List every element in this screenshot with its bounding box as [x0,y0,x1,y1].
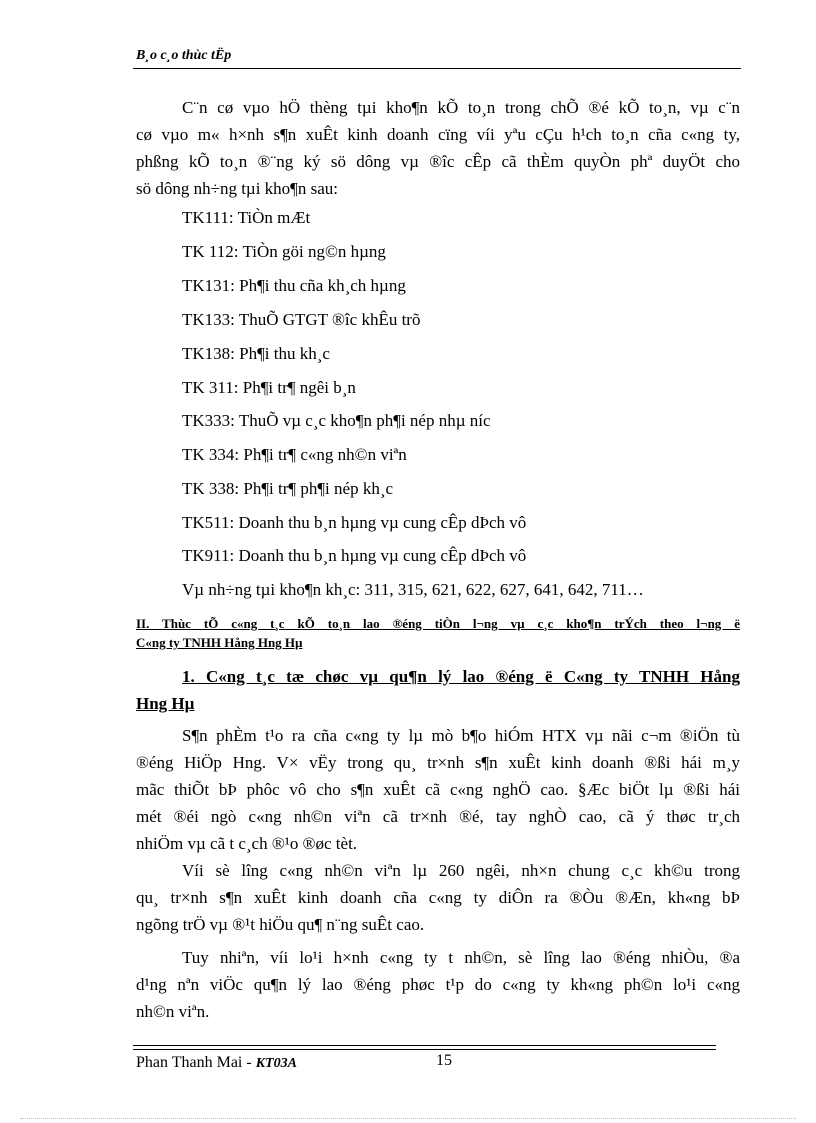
intro-paragraph [136,94,740,202]
paragraph-line: cø vµo m« h×nh s¶n xuÊt kinh doanh cïng víi yªu cÇu h¹ch to¸n cña c«ng ty, [136,125,740,144]
paragraph-line: qu¸ tr×nh s¶n xuÊt kinh doanh cña c«ng ty diÔn ra ®Òu ®Æn, kh«ng bÞ [136,888,740,907]
paragraph-line: Víi sè lîng c«ng nh©n viªn lµ 260 ngêi, nh×n chung c¸c kh©u trong [182,861,740,880]
running-head: B¸o c¸o thùc tËp [136,48,232,63]
account-item: TK111: TiÒn mÆt [182,208,311,227]
paragraph-line: mãc thiÕt bÞ phôc vô cho s¶n xuÊt cã c«ng nghÖ cao. §Æc biÖt lµ ®ßi hái [136,780,740,799]
author-name: Phan Thanh Mai - [136,1054,256,1071]
paragraph-line: Tuy nhiªn, víi lo¹i h×nh c«ng ty t nh©n, sè lîng lao ®éng nhiÒu, ®a [182,948,740,967]
paragraph-line: sö dông nh÷ng tµi kho¶n sau: [136,179,339,198]
footer-rule [133,1045,716,1046]
page-number: 15 [436,1052,452,1069]
paragraph-line: ngõng trÖ vµ ®¹t hiÖu qu¶ n¨ng suÊt cao. [136,915,425,934]
account-item: TK 338: Ph¶i tr¶ ph¶i nép kh¸c [182,479,394,498]
paragraph-workforce [136,857,740,938]
account-item: TK138: Ph¶i thu kh¸c [182,344,330,363]
account-item: TK911: Doanh thu b¸n hµng vµ cung cÊp dÞch vô [182,546,527,565]
section-heading-line: C«ng ty TNHH Hång Hng Hµ [136,635,303,650]
paragraph-line: nh©n viªn. [136,1002,210,1021]
footer-rule [133,1049,716,1050]
section-heading [136,614,740,652]
paragraph-line: C¨n cø vµo hÖ thèng tµi kho¶n kÕ to¸n trong chÕ ®é kÕ to¸n, vµ c¨n [182,98,740,117]
account-item: TK333: ThuÕ vµ c¸c kho¶n ph¶i nép nhµ níc [182,411,491,430]
account-item: TK 311: Ph¶i tr¶ ngêi b¸n [182,378,356,397]
paragraph-line: ®éng HiÖp Hng. V× vËy trong qu¸ tr×nh s¶n xuÊt kinh doanh ®ßi hái m¸y [136,753,740,772]
paragraph-line: d¹ng nªn viÖc qu¶n lý lao ®éng phøc t¹p do c«ng ty kh«ng ph©n lo¹i c«ng [136,975,740,994]
account-item: TK133: ThuÕ GTGT ®îc khÊu trõ [182,310,421,329]
paragraph-line: phßng kÕ to¸n ®¨ng ký sö dông vµ ®îc cÊp cã thÈm quyÒn phª duyÖt cho [136,152,740,171]
account-item: TK131: Ph¶i thu cña kh¸ch hµng [182,276,406,295]
paragraph-products [136,722,740,857]
subsection-heading-line: 1. C«ng t¸c tæ chøc vµ qu¶n lý lao ®éng ë C«ng ty TNHH Hång [182,667,740,686]
footer-author [136,1054,297,1072]
class-code: KT03A [255,1056,297,1071]
subsection-heading [136,663,740,717]
account-item: TK 112: TiÒn göi ng©n hµng [182,242,386,261]
subsection-heading-line: Hng Hµ [136,694,195,713]
header-rule [133,68,741,69]
account-item: Vµ nh÷ng tµi kho¶n kh¸c: 311, 315, 621, 622, 627, 641, 642, 711… [182,580,644,599]
section-heading-line: II. Thùc tÕ c«ng t¸c kÕ to¸n lao ®éng tiÒn l¬ng vµ c¸c kho¶n trÝch theo l¬ng ë [136,616,740,631]
page-edge-dotted-line [20,1118,796,1119]
paragraph-line: S¶n phÈm t¹o ra cña c«ng ty lµ mò b¶o hiÓm HTX vµ nãi c¬m ®iÖn tù [182,726,740,745]
paragraph-line: nhiÖm vµ cã t c¸ch ®¹o ®øc tèt. [136,834,358,853]
paragraph-management [136,944,740,1025]
paragraph-line: mét ®éi ngò c«ng nh©n viªn cã tr×nh ®é, tay nghÒ cao, cã ý thøc tr¸ch [136,807,740,826]
account-item: TK 334: Ph¶i tr¶ c«ng nh©n viªn [182,445,407,464]
account-item: TK511: Doanh thu b¸n hµng vµ cung cÊp dÞch vô [182,513,527,532]
